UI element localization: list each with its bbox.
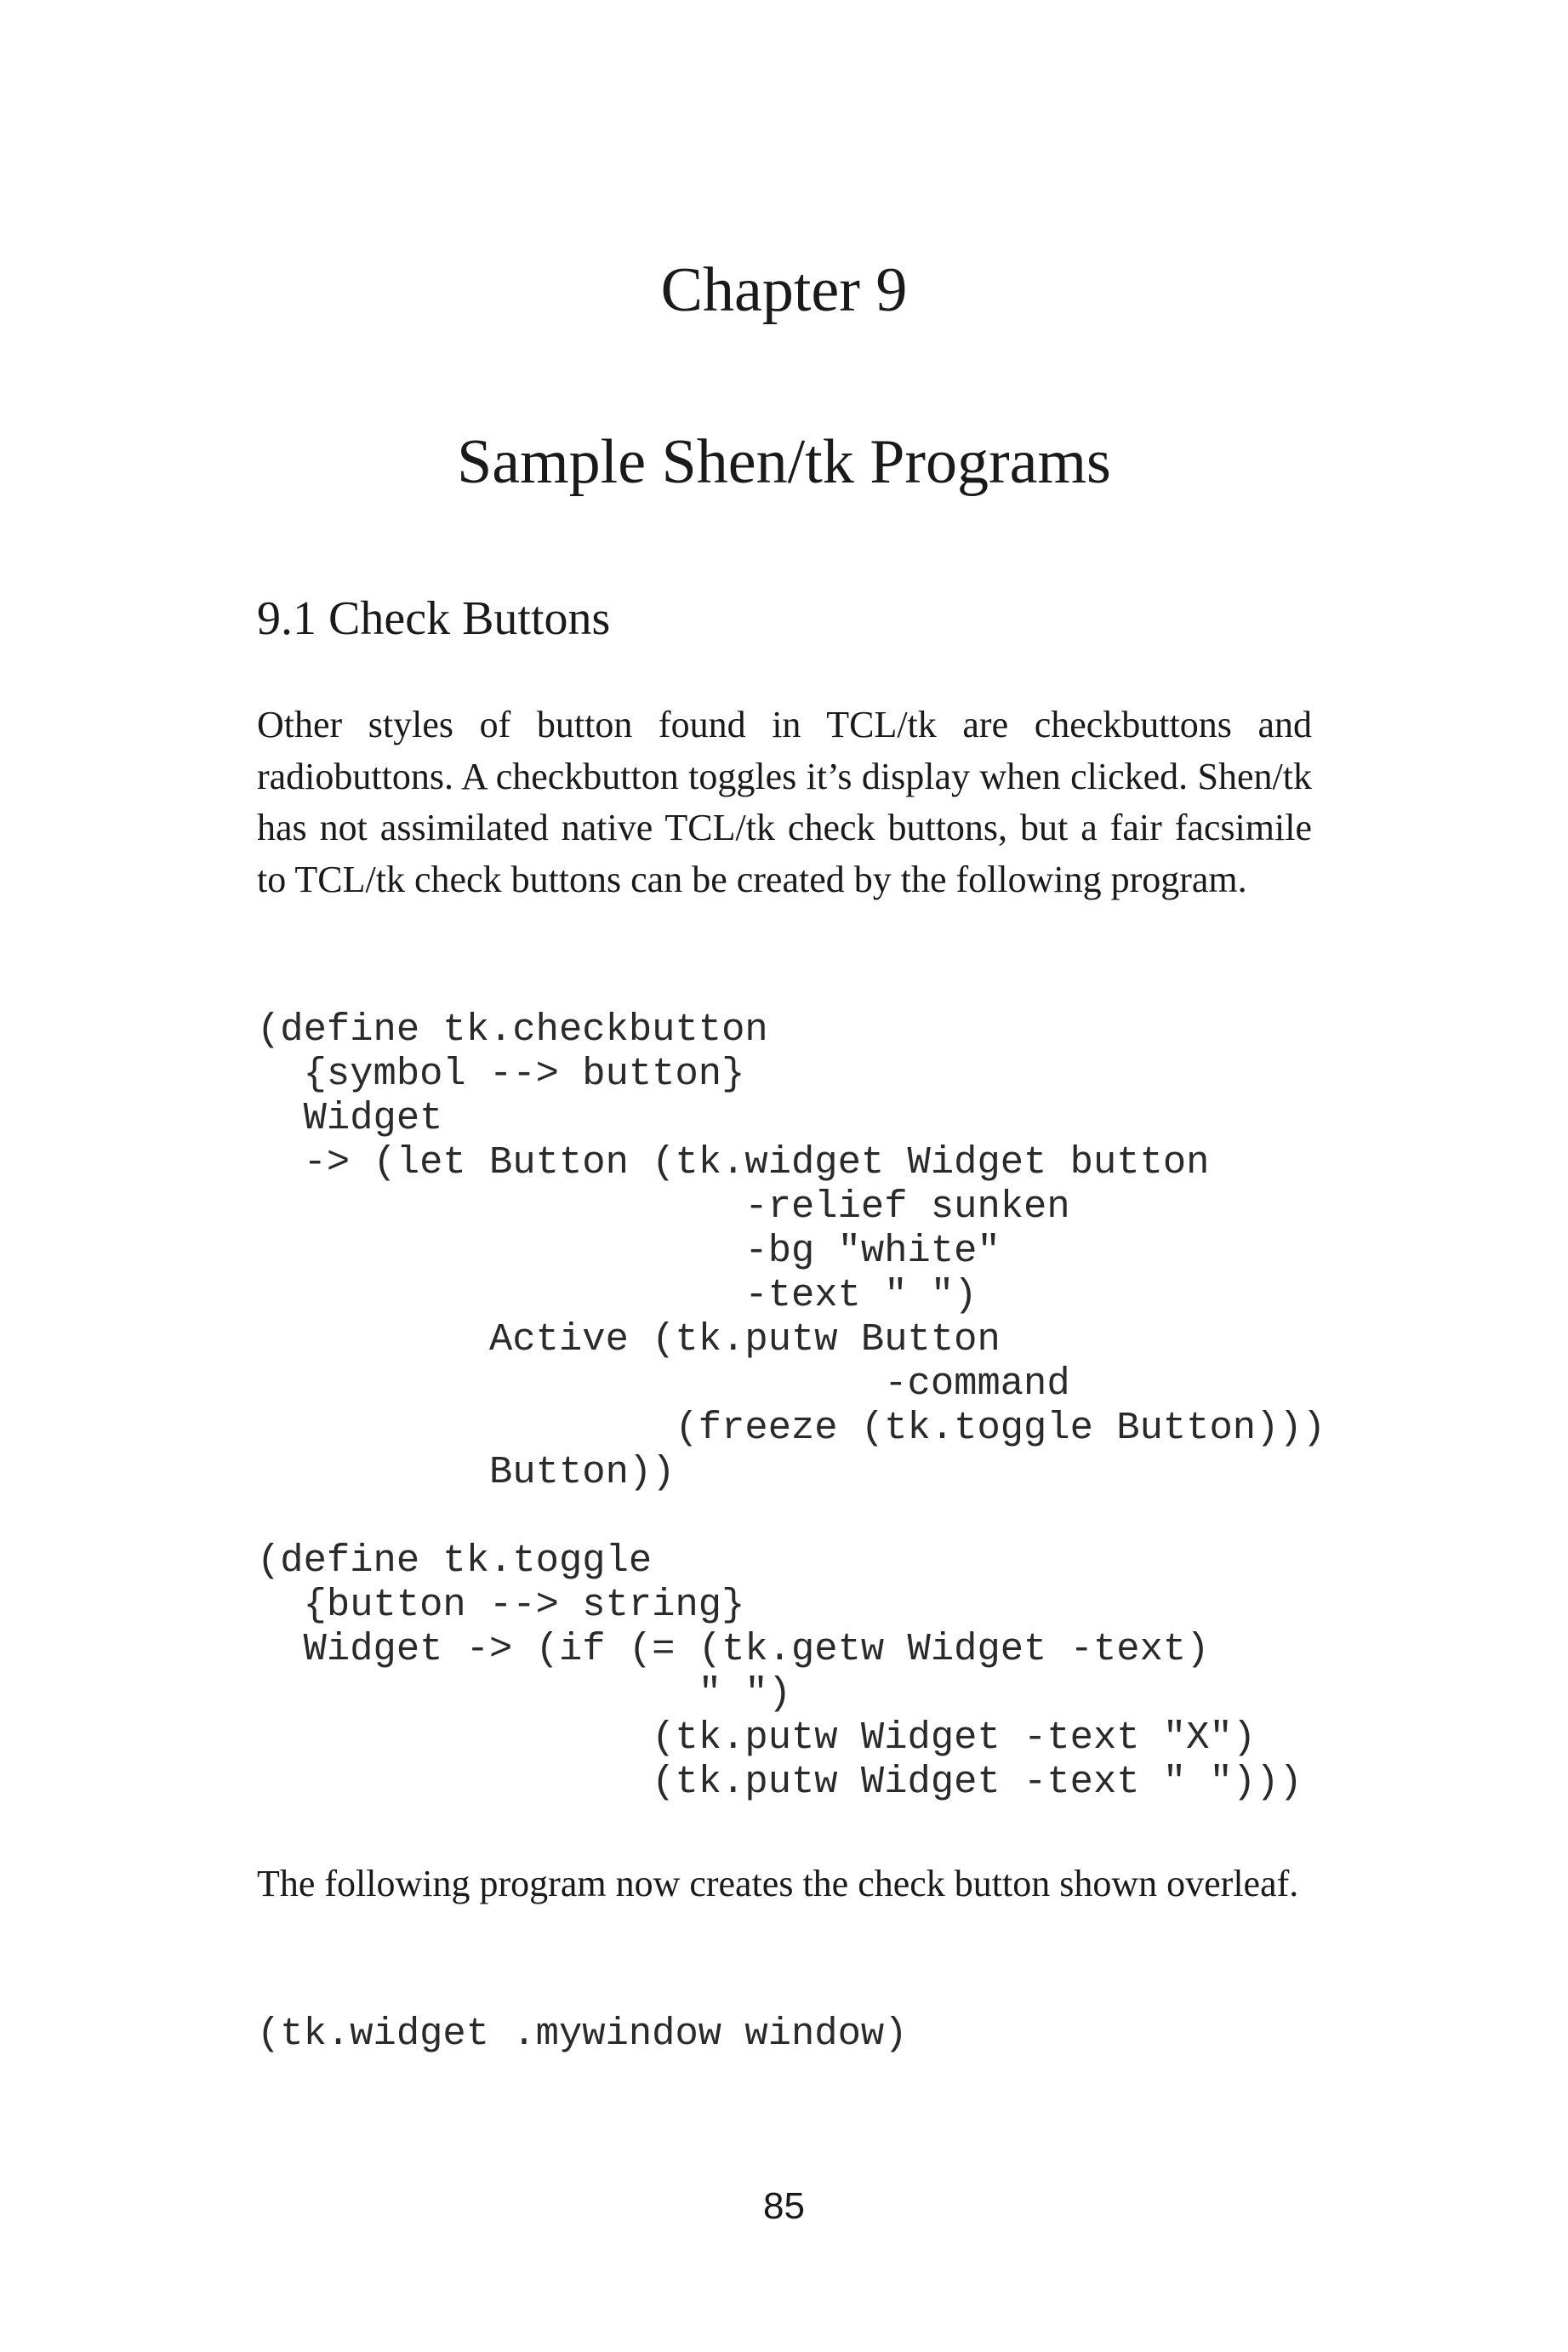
section-heading: 9.1 Check Buttons [257,592,611,645]
chapter-title: Sample Shen/tk Programs [457,427,1111,497]
code-block-window: (tk.widget .mywindow window) [257,2012,908,2056]
code-block-toggle: (define tk.toggle {button --> string} Widget -> (if (= (tk.getw Widget -text) " ") (tk.putw Widget -text "X") (tk.putw Widget -text " "))) [257,1539,1303,1804]
chapter-label: Chapter 9 [660,255,908,325]
followup-paragraph: The following program now creates the check button shown overleaf. [257,1863,1299,1904]
code-block-checkbutton: (define tk.checkbutton {symbol --> button} Widget -> (let Button (tk.widget Widget button -relief sunken -bg "white" -text " ") Active (tk.putw Button -command (freeze (tk.toggle Button))) Button)) [257,1008,1326,1494]
intro-paragraph: Other styles of button found in TCL/tk are checkbuttons and radiobuttons. A checkbutton toggles it’s display when clicked. Shen/tk has not assimilated native TCL/tk check buttons, but a fair facsimile to TCL/tk check buttons can be created by the following program. [257,704,1312,900]
page-number: 85 [763,2185,805,2227]
